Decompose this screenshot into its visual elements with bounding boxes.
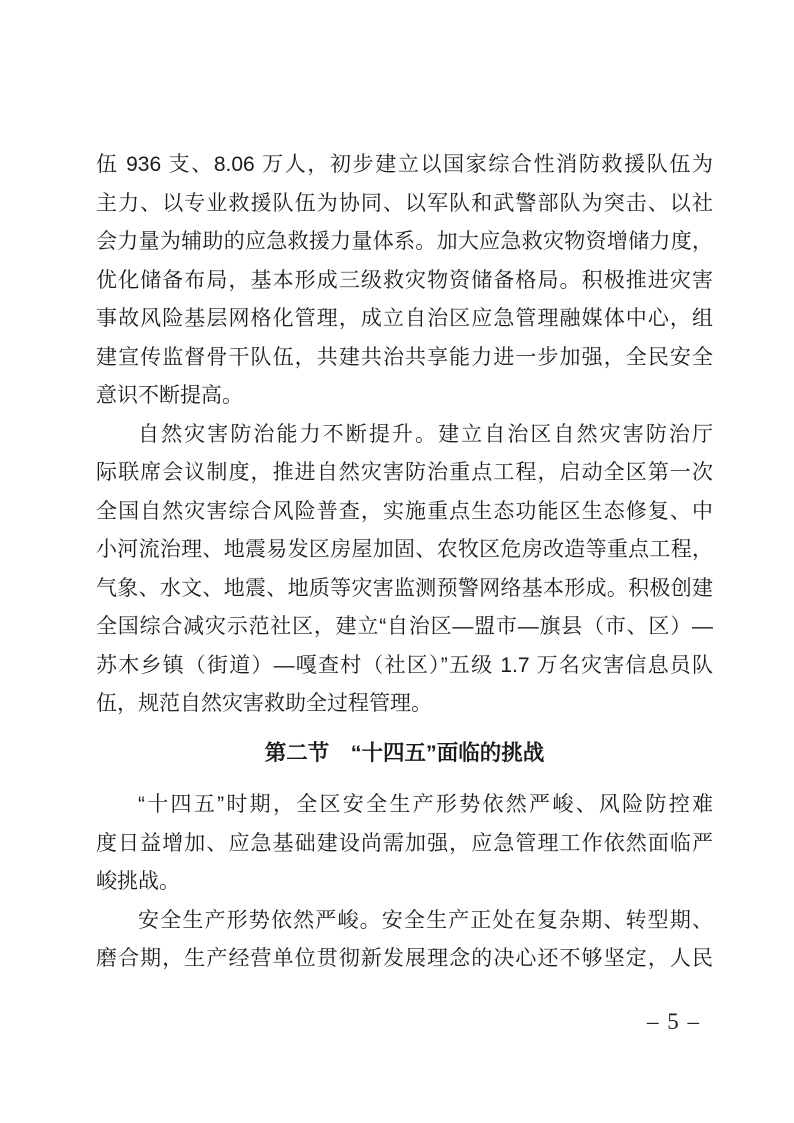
body-line: 际联席会议制度，推进自然灾害防治重点工程，启动全区第一次: [96, 461, 713, 484]
body-line: “十四五”时期，全区安全生产形势依然严峻、风险防控难: [138, 793, 713, 816]
body-line: 度日益增加、应急基础建设尚需加强，应急管理工作依然面临严: [96, 831, 713, 855]
document-body: [96, 146, 713, 979]
body-line: 小河流治理、地震易发区房屋加固、农牧区危房改造等重点工程，: [96, 538, 713, 561]
body-line: 事故风险基层网格化管理，成立自治区应急管理融媒体中心，组: [96, 307, 713, 330]
body-line: 自然灾害防治能力不断提升。建立自治区自然灾害防治厅: [138, 422, 713, 446]
body-line: 会力量为辅助的应急救援力量体系。加大应急救灾物资增储力度，: [96, 230, 713, 253]
body-line: 建宣传监督骨干队伍，共建共治共享能力进一步加强，全民安全: [96, 345, 713, 369]
body-line: 优化储备布局，基本形成三级救灾物资储备格局。积极推进灾害: [96, 268, 713, 292]
body-line: 苏木乡镇（街道）—嘎查村（社区）”五级 1.7 万名灾害信息员队: [96, 653, 713, 677]
body-line: 峻挑战。: [96, 870, 180, 893]
body-line: 全国综合减灾示范社区，建立“自治区—盟市—旗县（市、区）—: [96, 615, 713, 638]
body-line: 安全生产形势依然严峻。安全生产正处在复杂期、转型期、: [138, 908, 713, 932]
section-heading: 第二节 “十四五”面临的挑战: [264, 740, 545, 765]
page-number: – 5 –: [647, 1009, 699, 1034]
body-line: 全国自然灾害综合风险普查，实施重点生态功能区生态修复、中: [96, 499, 713, 523]
body-line: 主力、以专业救援队伍为协同、以军队和武警部队为突击、以社: [96, 191, 713, 215]
body-line: 磨合期，生产经营单位贯彻新发展理念的决心还不够坚定，人民: [96, 947, 713, 970]
body-line: 伍 936 支、8.06 万人，初步建立以国家综合性消防救援队伍为: [96, 153, 713, 176]
body-line: 伍，规范自然灾害救助全过程管理。: [96, 692, 432, 715]
body-line: 气象、水文、地震、地质等灾害监测预警网络基本形成。积极创建: [96, 576, 713, 600]
body-line: 意识不断提高。: [96, 384, 243, 407]
